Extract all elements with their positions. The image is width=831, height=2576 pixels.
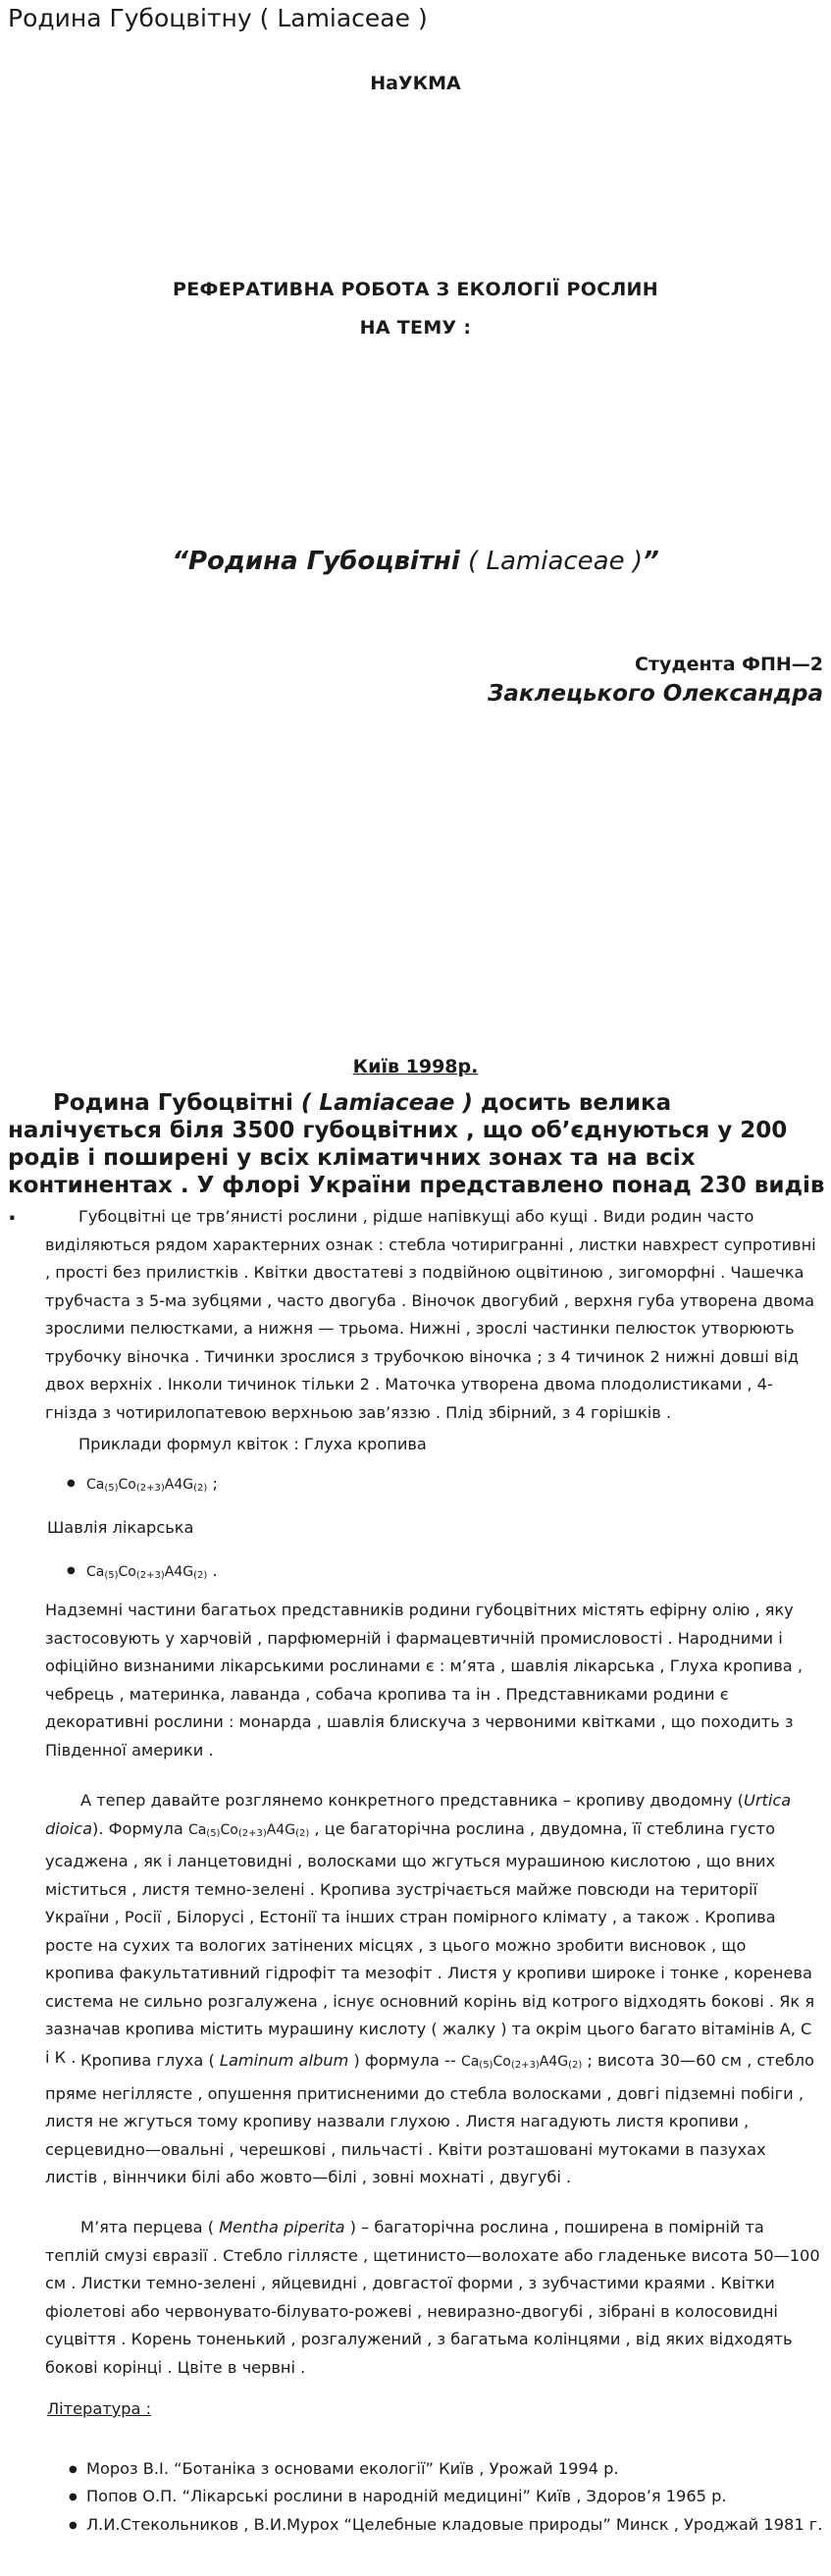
- p4-formula: $Ca_{(5)}Co_{(2+3)}A4G_{(2)}$: [460, 2054, 583, 2071]
- paragraph-uses: Надземні частини багатьох представників родини губоцвітних містять ефірну олію , яку застосовують у харчовій , парфюмерній і фармацевтичній промисловості . Народними і офіційно визнаними лікарськими рослинами є : м’ята , шавлія лікарська , Глуха кропива , чебрець , материнка, лаванда , собача кропива та ін . Представниками родини є декоративні рослини : монарда , шавлія блискуча з червоними квітками , що походить з Південної америки .: [45, 1601, 803, 1760]
- lead-part1: Родина Губоцвітні: [53, 1090, 301, 1116]
- lead-latin: ( Lamiaceae ): [300, 1090, 473, 1116]
- title-latin: ( Lamiaceae ): [459, 547, 643, 576]
- title-bold: Родина Губоцвітні: [187, 547, 460, 576]
- literature-item-text: Мороз В.І. “Ботаніка з основами екології” Київ , Урожай 1994 р.: [86, 2459, 619, 2478]
- paragraph-nettle: [45, 1787, 820, 2072]
- subject-line: РЕФЕРАТИВНА РОБОТА З ЕКОЛОГІЇ РОСЛИН: [173, 279, 658, 300]
- literature-item: [69, 2457, 619, 2481]
- author-name: Заклецького Олександра: [488, 681, 823, 707]
- p4-part1: Кропива глуха (: [80, 2051, 220, 2070]
- formula-1-suffix: ;: [207, 1474, 218, 1493]
- lead-part2: досить велика налічується біля 3500 губоцвітних , що об’єднуються у 200 родів і поширені у всіх кліматичних зонах та на всіх континентах . У флорі України представлено понад 230 видів .: [8, 1090, 825, 1226]
- p3-formula: $Ca_{(5)}Co_{(2+3)}A4G_{(2)}$: [187, 1821, 310, 1839]
- p4-part3: ; висота 30—60 см , стебло пряме негіллясте , опушення притисненими до стебла волосками , довгі підземні побіги , листя не жгуться тому кропиву назвали глухою . Листя нагадують листя кропиви , серцевидно—овальні , черешкові , пильчасті . Квіти розташовані мутоками в пазухах листів , віннчики білі або жовто—білі , зовні мохнаті , двугубі .: [45, 2051, 814, 2186]
- paragraph-peppermint: [45, 2214, 820, 2382]
- city-year: Київ 1998р.: [352, 1056, 479, 1078]
- page-title: Родина Губоцвітну ( Lamiaceae ): [8, 4, 428, 32]
- title-close-quote: ”: [643, 547, 659, 576]
- literature-item-text: Попов О.П. “Лікарські рослини в народній медицині” Київ , Здоров’я 1965 р.: [86, 2487, 727, 2505]
- title-open-quote: “: [172, 547, 188, 576]
- p5-part2: ) – багаторічна рослина , поширена в помірній та теплій смузі євразії . Стебло гіллясте , щетинисто—волохате або гладеньке висота 50—100 см . Листки темно-зелені , яйцевидні , довгастої форми , з зубчастими краями . Квітки фіолетові або червонувато-білувато-рожеві , невиразно-двогубі , зібрані в колосовидні суцвіття . Корень тоненький , розгалужений , з багатьма колінцями , від яких відходять бокові корінці . Цвіте в червні .: [45, 2218, 820, 2377]
- essay-title: [0, 547, 831, 576]
- paragraph-characteristics: [45, 1203, 820, 1427]
- examples-label: [45, 1431, 820, 1459]
- university-name: НаУКМА: [370, 73, 461, 94]
- paragraph1-text: Губоцвітні це трв’янисті рослини , рідше напівкущі або кущі . Види родин часто виділяються рядом характерних ознак : стебла чотиригранні , листки навхрест супротивні , прості без прилистків . Квітки двостатеві з подвійною оцвітиною , зигоморфні . Чашечка трубчаста з 5-ма зубцями , часто двогуба . Віночок двогубий , верхня губа утворена двома зрослими пелюстками, а нижня — трьома. Нижні , зрослі частинки пелюсток утворюють трубочку віночка . Тичинки зрослися з трубочкою віночка ; з 4 тичинок 2 нижні довші від двох верхніх . Інколи тичинок тільки 2 . Маточка утворена двома плодолистиками , 4-гнізда з чотирилопатевою верхньою зав’яззю . Плід збірний, з 4 горішків .: [45, 1207, 816, 1422]
- author-group: Студента ФПН—2: [634, 654, 823, 675]
- p3-part3: , це багаторічна рослина , двудомна, її стеблина густо усаджена , як і ланцетовидні , волосками що жгуться мурашиною кислотою , що вних міститься , листя темно-зелені . Кропива зустрічається майже повсюди на території України , Росії , Білорусі , Естонії та інших стран помірного клімату , а також . Кропива росте на сухих та вологих затінених місцях , з цього можно зробити висновок , що кропива факультативний гідрофіт та мезофіт . Листя у кропиви широке і тонке , коренева система не сильно розгалужена , існує основний корінь від котрого відходять бокові . Як я зазначав кропива містить мурашину кислоту ( жалку ) та окрім цього багато вітамінів А, С і К .: [45, 1818, 815, 2067]
- p5-part1: М’ята перцева (: [80, 2218, 220, 2236]
- formula-item: [69, 1559, 218, 1588]
- p3-part2: ). Формула: [92, 1818, 188, 1838]
- example1-label: Приклади формул квіток : Глуха кропива: [78, 1435, 427, 1453]
- formula-1: $Ca_{(5)}Co_{(2+3)}A4G_{(2)}$: [86, 1477, 208, 1494]
- p4-part2: ) формула --: [348, 2051, 461, 2070]
- p3-latin: Urtica dioica: [45, 1791, 792, 1838]
- p4-latin: Laminum album: [219, 2051, 349, 2070]
- p5-latin: Mentha piperita: [219, 2218, 345, 2236]
- literature-item-text: Л.И.Стекольников , В.И.Мурох “Целебные кладовые природы” Минск , Уроджай 1981 г.: [86, 2515, 823, 2534]
- literature-item: [69, 2485, 727, 2508]
- formula-item: [69, 1472, 218, 1500]
- literature-heading: Література :: [47, 2399, 152, 2418]
- formula-2-suffix: .: [207, 1561, 218, 1580]
- literature-item: [69, 2513, 822, 2537]
- p3-part1: А тепер давайте розглянемо конкретного представника – кропиву дводомну (: [80, 1791, 745, 1810]
- paragraph-dead-nettle: [45, 2047, 820, 2192]
- topic-label: НА ТЕМУ :: [359, 317, 472, 339]
- formula-2: $Ca_{(5)}Co_{(2+3)}A4G_{(2)}$: [86, 1564, 208, 1581]
- example2-label: Шавлія лікарська: [47, 1518, 194, 1537]
